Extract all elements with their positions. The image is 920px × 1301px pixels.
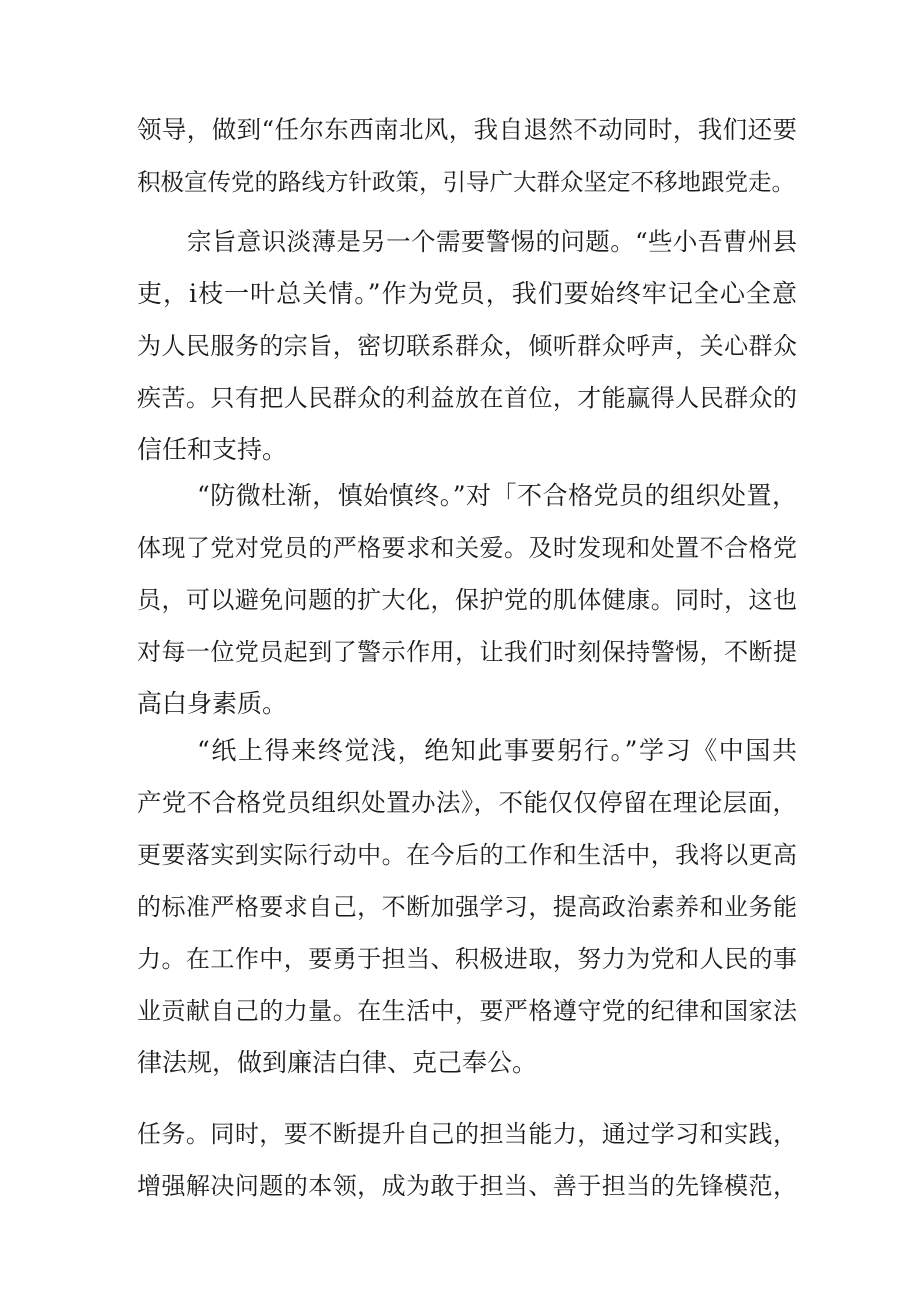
paragraph-line: 任务。同时，要不断提升自己的担当能力，通过学习和实践， [137, 1120, 797, 1148]
paragraph-line: 增强解决问题的本领，成为敢于担当、善于担当的先锋模范， [137, 1172, 797, 1200]
paragraph-4 [137, 725, 797, 1089]
paragraph-2 [137, 216, 797, 476]
paragraph-5 [137, 1108, 797, 1212]
paragraph-line: 积极宣传党的路线方针政策，引导广大群众坚定不移地跟党走。 [137, 168, 795, 196]
paragraph-line: 领导，做到“任尔东西南北风，我自退然不动同时，我们还要 [137, 115, 797, 144]
paragraph-line: 宗旨意识淡薄是另一个需要警惕的问题。“些小吾曹州县 [187, 227, 797, 256]
paragraph-line: 更要落实到实际行动中。在今后的工作和生活中，我将以更高 [137, 841, 797, 869]
paragraph-line: 信任和支持。 [137, 435, 288, 464]
paragraph-line: 员，可以避免问题的扩大化，保护党的肌体健康。同时，这也 [137, 586, 797, 614]
paragraph-line: 业贡献自己的力量。在生活中，要严格遵守党的纪律和国家法 [137, 997, 797, 1025]
paragraph-line: 产党不合格党员组织处置办法》，不能仅仅停留在理论层面， [137, 788, 797, 817]
paragraph-line: 高白身素质。 [137, 689, 288, 718]
paragraph-line: “纸上得来终觉浅，绝知此事要躬行。”学习《中国共 [197, 736, 797, 765]
paragraph-line: 律法规，做到廉洁白律、克己奉公。 [137, 1048, 538, 1077]
paragraph-line: 疾苦。只有把人民群众的利益放在首位，才能赢得人民群众的 [137, 384, 797, 412]
paragraph-1 [137, 104, 797, 208]
paragraph-line: 吏，i枝一叶总关情。”作为党员，我们要始终牢记全心全意 [137, 279, 797, 308]
paragraph-line: 体现了党对党员的严格要求和关爱。及时发现和处置不合格党 [137, 534, 797, 562]
paragraph-3 [137, 470, 797, 730]
paragraph-line: “防微杜渐，慎始慎终。”对「不合格党员的组织处置， [197, 481, 797, 510]
paragraph-line: 对每一位党员起到了警示作用，让我们时刻保持警惕，不断提 [137, 638, 797, 666]
paragraph-line: 为人民服务的宗旨，密切联系群众，倾听群众呼声，关心群众 [137, 332, 797, 360]
paragraph-line: 力。在工作中，要勇于担当、积极进取，努力为党和人民的事 [137, 945, 797, 973]
paragraph-line: 的标准严格要求自己，不断加强学习，提高政治素养和业务能 [137, 893, 797, 921]
